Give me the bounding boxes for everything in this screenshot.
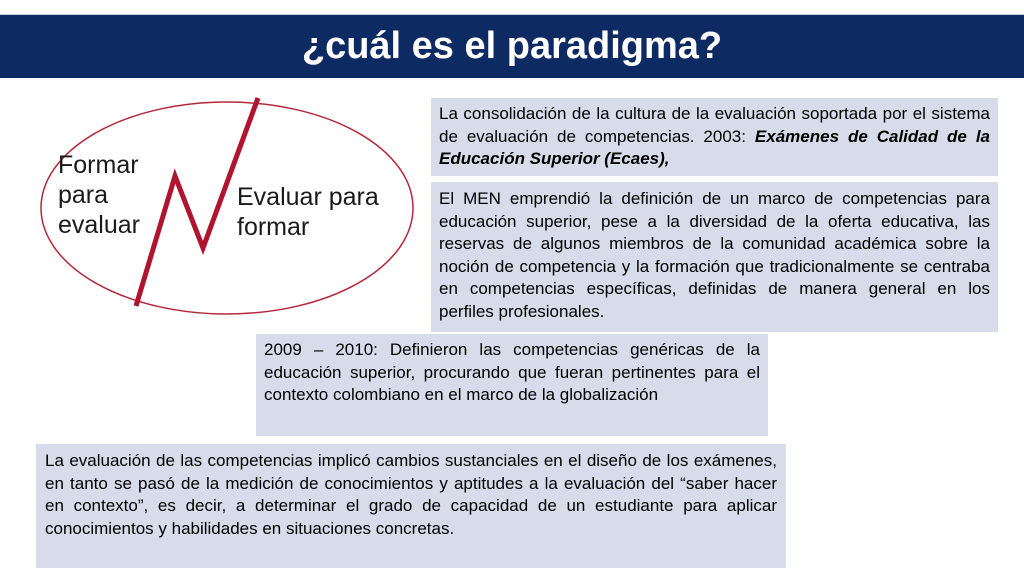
consolidation-box [431,98,998,176]
consolidation-text: La consolidación de la cultura de la evaluación soportada por el sistema de evaluación de competencias. 2003: [439,104,990,146]
evaluation-box [36,444,786,568]
left-label [58,150,140,240]
right-label-line: Evaluar para [237,183,379,211]
left-label-line: para [58,181,109,209]
left-label-line: Formar [58,151,139,179]
generic-competencies-box [256,334,768,436]
slide-title: ¿cuál es el paradigma? [301,25,723,67]
title-bar [0,14,1024,78]
ecaes-emphasis: Exámenes de Calidad de la Educación Superior (Ecaes), [439,126,990,168]
men-text: El MEN emprendió la definición de un marco de competencias para educación superior, pese a la diversidad de la oferta educativa, las reservas de algunos miembros de la comunidad académica sobre la noción de competencia y la formación que tradicionalmente se centraba en competencias específicas, definidas de manera general en los perfiles profesionales. [439,189,990,321]
men-box [431,182,998,332]
right-label-line: formar [237,213,310,241]
generic-competencies-text: 2009 – 2010: Definieron las competencias genéricas de la educación superior, procurando que fueran pertinentes para el contexto colombiano en el marco de la globalización [264,340,760,404]
left-label-line: evaluar [58,211,140,239]
paradigm-diagram [36,96,420,318]
evaluation-text: La evaluación de las competencias implicó cambios sustanciales en el diseño de los exámenes, en tanto se pasó de la medición de conocimientos y aptitudes a la evaluación del “saber hacer en contexto”, es decir, a determinar el grado de capacidad de un estudiante para aplicar conocimientos y habilidades en situaciones concretas. [45,451,777,538]
right-label [237,182,379,242]
